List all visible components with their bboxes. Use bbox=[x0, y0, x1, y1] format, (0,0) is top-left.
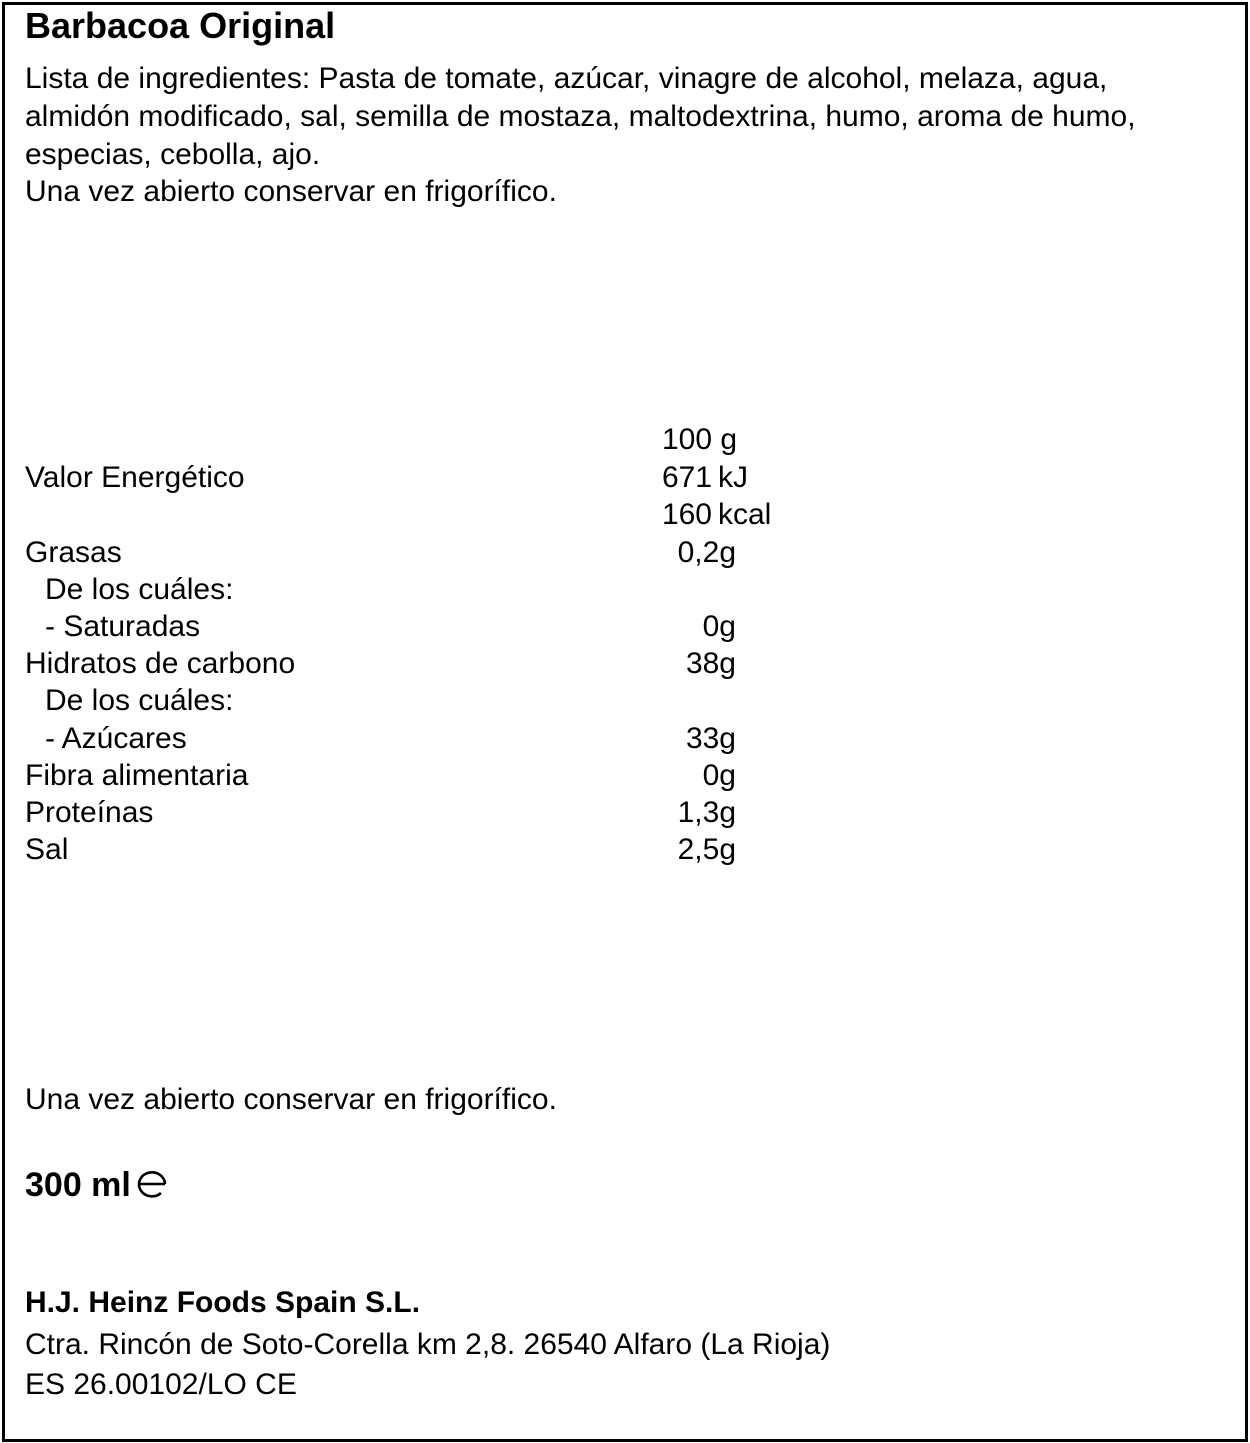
net-volume bbox=[25, 1168, 169, 1205]
nutrient-label: Sal bbox=[25, 833, 69, 866]
nutrient-value: 0g bbox=[702, 610, 736, 643]
nutrient-label: Fibra alimentaria bbox=[25, 759, 249, 792]
storage-note-bottom: Una vez abierto conservar en frigorífico. bbox=[25, 1083, 557, 1116]
company-name: H.J. Heinz Foods Spain S.L. bbox=[25, 1286, 421, 1319]
nutrient-value: 33g bbox=[685, 722, 736, 755]
nutrient-label: Proteínas bbox=[25, 796, 154, 829]
energy-kj-unit: kJ bbox=[718, 461, 748, 494]
ingredients-list: Lista de ingredientes: Pasta de tomate, azúcar, vinagre de alcohol, melaza, agua, almidón modificado, sal, semilla de mostaza, maltodextrina, humo, aroma de humo, especias, cebolla, ajo. bbox=[25, 62, 1136, 171]
energy-label: Valor Energético bbox=[25, 461, 245, 494]
energy-kcal-value: 160 bbox=[661, 498, 712, 531]
nutrition-header: 100 g bbox=[662, 423, 738, 456]
e-mark-icon bbox=[135, 1169, 169, 1205]
nutrient-value: 38g bbox=[685, 647, 736, 680]
nutrient-value: 1,3g bbox=[677, 796, 736, 829]
nutrient-label: - Azúcares bbox=[45, 722, 187, 755]
nutrient-sublabel: De los cuáles: bbox=[45, 684, 234, 717]
nutrient-label: Hidratos de carbono bbox=[25, 647, 296, 680]
energy-kj-value: 671 bbox=[661, 461, 712, 494]
nutrient-value: 0g bbox=[702, 759, 736, 792]
storage-note-top: Una vez abierto conservar en frigorífico. bbox=[25, 175, 557, 208]
product-title: Barbacoa Original bbox=[25, 5, 336, 46]
company-registry: ES 26.00102/LO CE bbox=[25, 1368, 297, 1401]
energy-kcal-unit: kcal bbox=[718, 498, 772, 531]
nutrient-label: Grasas bbox=[25, 536, 122, 569]
nutrient-sublabel: De los cuáles: bbox=[45, 573, 234, 606]
nutrient-value: 2,5g bbox=[677, 833, 736, 866]
nutrient-label: - Saturadas bbox=[45, 610, 201, 643]
nutrient-value: 0,2g bbox=[677, 536, 736, 569]
label-frame bbox=[2, 2, 1248, 1442]
net-volume-text: 300 ml bbox=[25, 1166, 131, 1204]
company-address: Ctra. Rincón de Soto-Corella km 2,8. 26540 Alfaro (La Rioja) bbox=[25, 1328, 831, 1361]
